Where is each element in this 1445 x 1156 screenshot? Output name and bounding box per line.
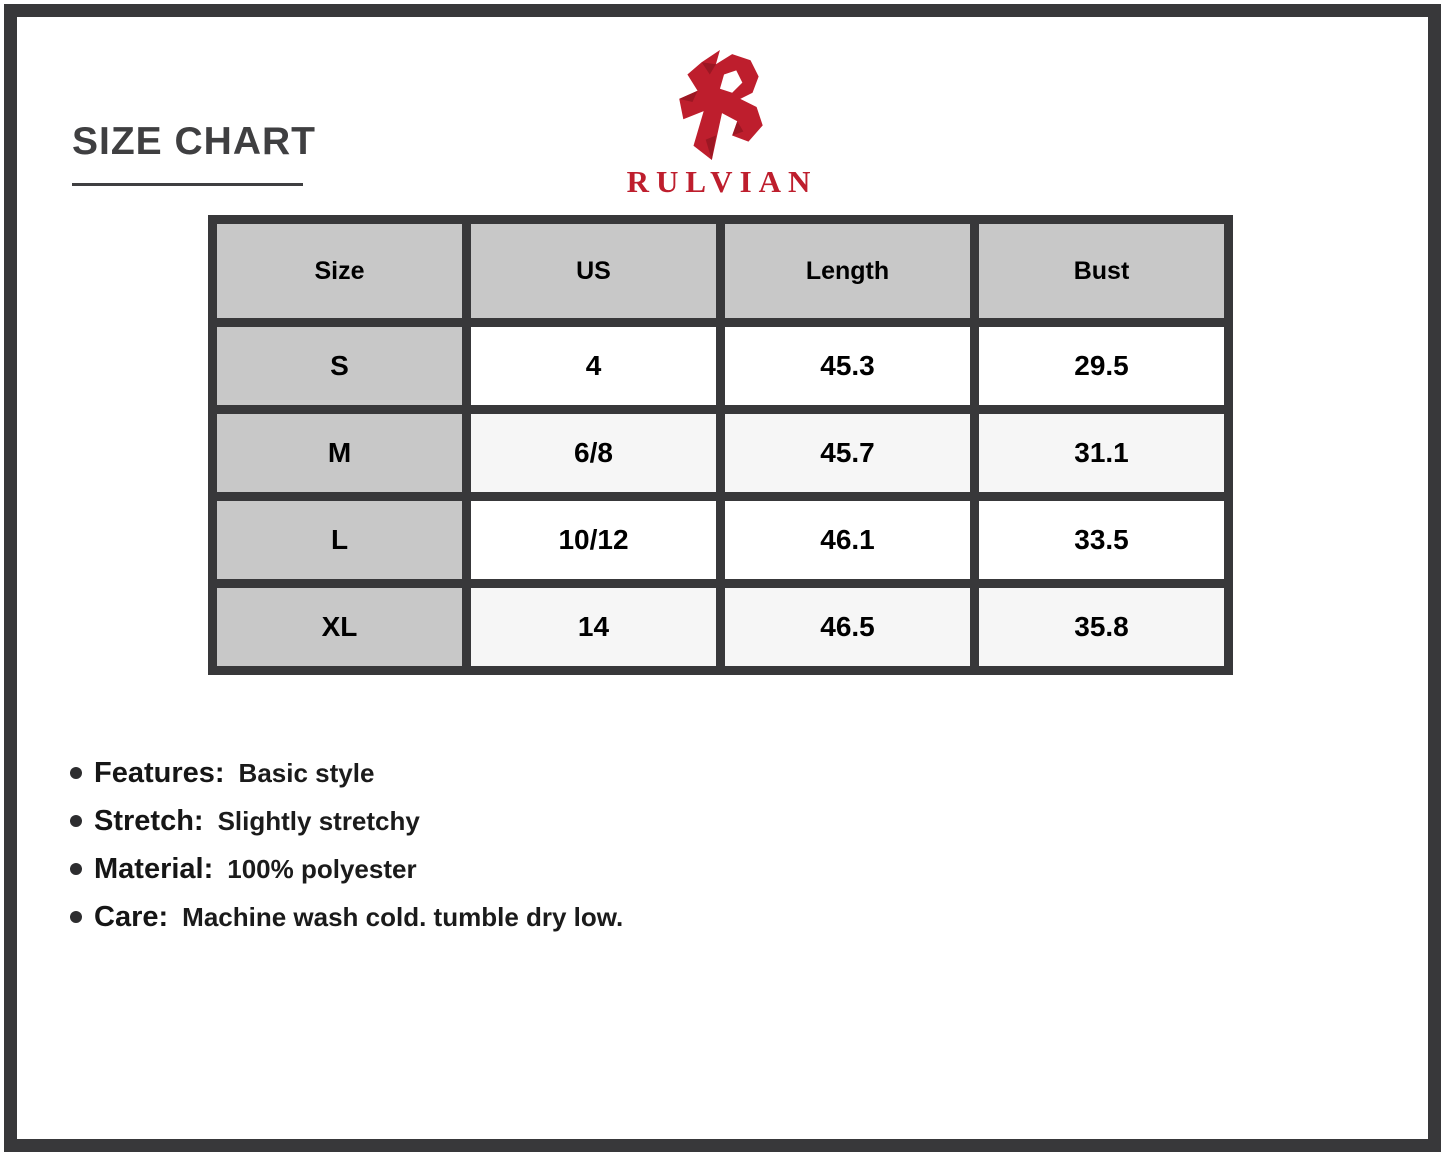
bullet-icon: [70, 815, 82, 827]
detail-label: Stretch:: [94, 804, 204, 837]
column-header-bust: Bust: [975, 220, 1229, 323]
size-chart-table: [208, 215, 1233, 675]
title-underline: [72, 183, 303, 186]
table-header-row: [213, 220, 1229, 323]
bullet-icon: [70, 767, 82, 779]
table-row: [213, 584, 1229, 671]
cell-bust: 29.5: [975, 323, 1229, 410]
page-title: SIZE CHART: [72, 120, 316, 163]
list-item: [70, 749, 623, 797]
brand-wordmark: RULVIAN: [626, 164, 818, 199]
column-header-length: Length: [721, 220, 975, 323]
cell-size: L: [213, 497, 467, 584]
bullet-icon: [70, 911, 82, 923]
detail-label: Care:: [94, 900, 169, 933]
cell-us: 14: [467, 584, 721, 671]
column-header-size: Size: [213, 220, 467, 323]
cell-bust: 35.8: [975, 584, 1229, 671]
cell-size: S: [213, 323, 467, 410]
cell-length: 46.1: [721, 497, 975, 584]
table-row: [213, 410, 1229, 497]
detail-label: Features:: [94, 756, 225, 789]
detail-value: Machine wash cold. tumble dry low.: [182, 901, 624, 932]
bullet-icon: [70, 863, 82, 875]
cell-size: M: [213, 410, 467, 497]
list-item: [70, 845, 623, 893]
cell-size: XL: [213, 584, 467, 671]
brand-block: [622, 48, 822, 200]
cell-us: 4: [467, 323, 721, 410]
detail-value: Basic style: [238, 757, 375, 788]
cell-us: 10/12: [467, 497, 721, 584]
cell-length: 46.5: [721, 584, 975, 671]
column-header-us: US: [467, 220, 721, 323]
cell-length: 45.3: [721, 323, 975, 410]
cell-length: 45.7: [721, 410, 975, 497]
angular-r-logo-icon: [670, 48, 774, 162]
cell-bust: 31.1: [975, 410, 1229, 497]
cell-us: 6/8: [467, 410, 721, 497]
table-row: [213, 497, 1229, 584]
detail-value: 100% polyester: [227, 853, 417, 884]
cell-bust: 33.5: [975, 497, 1229, 584]
detail-label: Material:: [94, 852, 214, 885]
list-item: [70, 893, 623, 941]
detail-value: Slightly stretchy: [217, 805, 420, 836]
product-details-list: [70, 749, 623, 941]
list-item: [70, 797, 623, 845]
table-row: [213, 323, 1229, 410]
